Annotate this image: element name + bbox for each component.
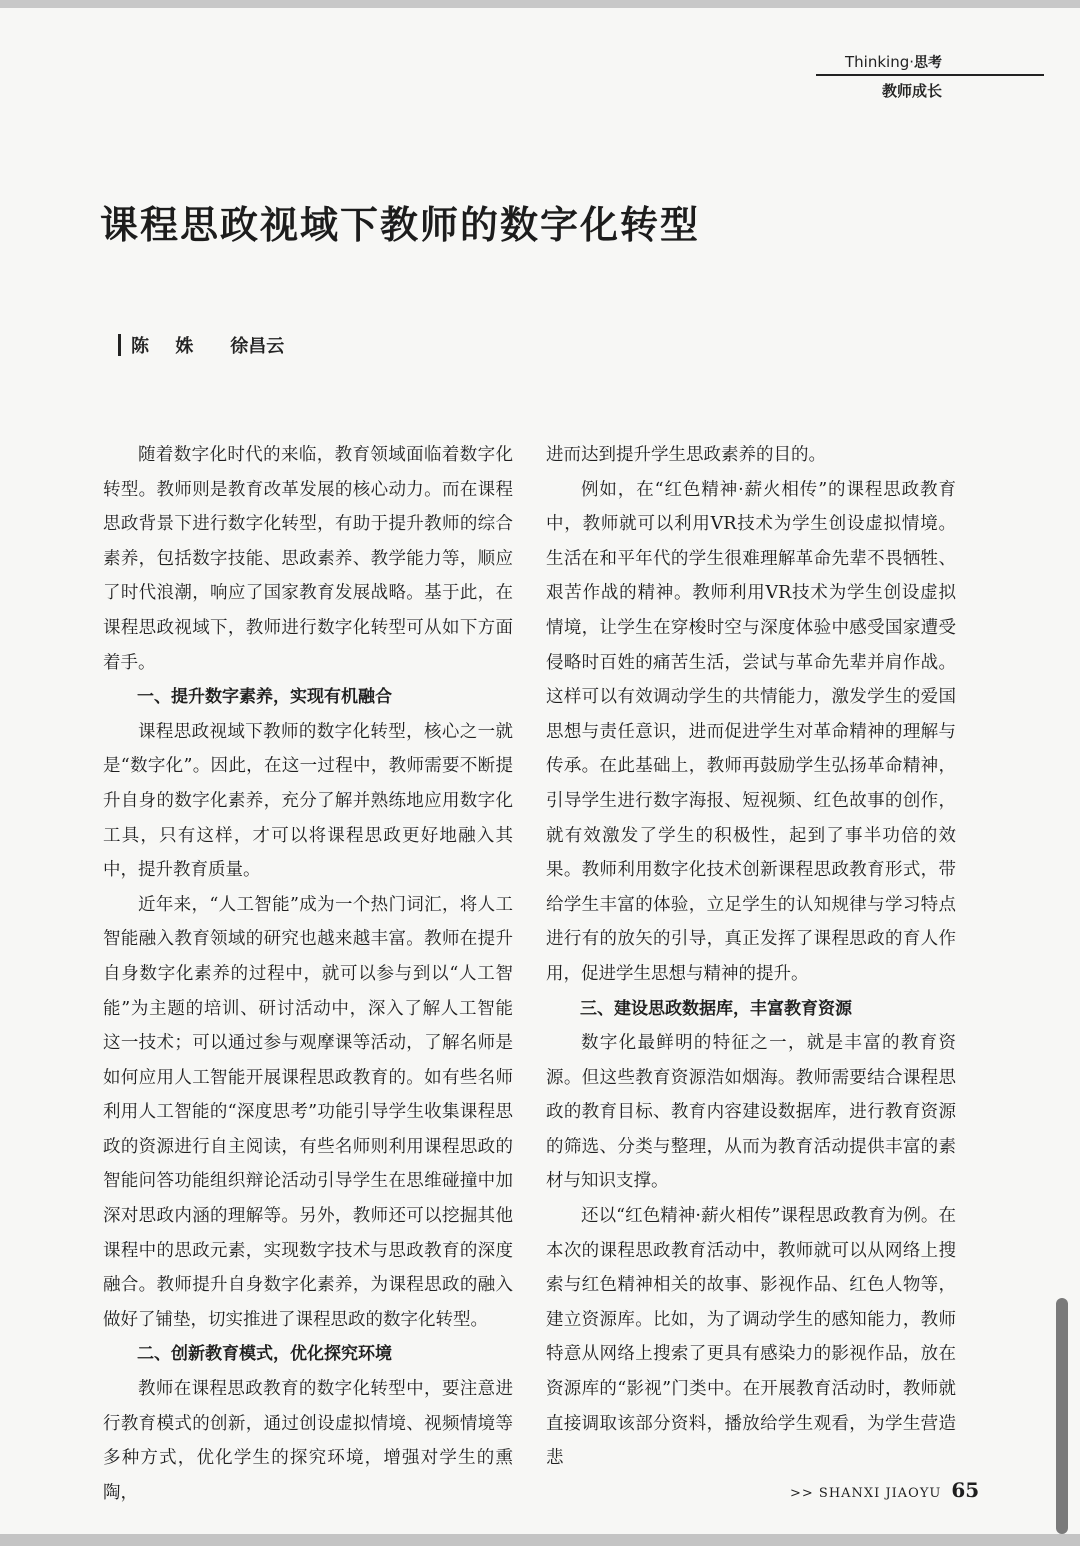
section-name — [845, 52, 942, 72]
paragraph: 随着数字化时代的来临，教育领域面临着数字化转型。教师则是教育改革发展的核心动力。而在课程思政背景下进行数字化转型，有助于提升教师的综合素养，包括数字技能、思政素养、教学能力等，顺应了时代浪潮，响应了国家教育发展战略。基于此，在课程思政视域下，教师进行数字化转型可从如下方面着手。 — [103, 445, 513, 673]
section-label — [845, 52, 942, 101]
page-footer — [790, 1478, 979, 1502]
top-band — [0, 0, 1080, 8]
left-column — [103, 438, 513, 1510]
section-heading-2: 二、创新教育模式，优化探究环境 — [137, 1344, 392, 1365]
section-name-cn: 思考 — [914, 55, 942, 71]
author-2: 徐昌云 — [230, 336, 285, 357]
paragraph: 进而达到提升学生思政素养的目的。 — [546, 445, 826, 465]
author-1: 陈 姝 — [131, 336, 195, 357]
subsection-name: 教师成长 — [881, 82, 942, 100]
author-bar — [118, 334, 121, 356]
paragraph: 数字化最鲜明的特征之一，就是丰富的教育资源。但这些教育资源浩如烟海。教师需要结合课程思政的教育目标、教育内容建设数据库，进行教育资源的筛选、分类与整理，从而为教育活动提供丰富的素材与知识支撑。 — [546, 1033, 956, 1192]
bottom-band — [0, 1534, 1080, 1546]
paragraph: 例如，在“红色精神·薪火相传”的课程思政教育中，教师就可以利用VR技术为学生创设虚拟情境。生活在和平年代的学生很难理解革命先辈不畏牺牲、艰苦作战的精神。教师利用VR技术为学生创设虚拟情境，让学生在穿梭时空与深度体验中感受国家遭受侵略时百姓的痛苦生活，尝试与革命先辈并肩作战。这样可以有效调动学生的共情能力，激发学生的爱国思想与责任意识，进而促进学生对革命精神的理解与传承。在此基础上，教师再鼓励学生弘扬革命精神，引导学生进行数字海报、短视频、红色故事的创作，就有效激发了学生的积极性，起到了事半功倍的效果。教师利用数字化技术创新课程思政教育形式，带给学生丰富的体验，立足学生的认知规律与学习特点进行有的放矢的引导，真正发挥了课程思政的育人作用，促进学生思想与精神的提升。 — [546, 479, 956, 984]
page-number: 65 — [951, 1478, 980, 1502]
journal-name: >> SHANXI JIAOYU — [790, 1486, 942, 1501]
right-column — [546, 438, 956, 1476]
section-rule — [816, 74, 1044, 76]
journal-page — [0, 8, 1080, 1534]
paragraph: 课程思政视域下教师的数字化转型，核心之一就是“数字化”。因此，在这一过程中，教师需要不断提升自身的数字化素养，充分了解并熟练地应用数字化工具，只有这样，才可以将课程思政更好地融入其中，提升教育质量。 — [103, 721, 513, 881]
scrollbar-thumb[interactable] — [1056, 1298, 1068, 1534]
author-line — [118, 332, 284, 358]
paragraph: 教师在课程思政教育的数字化转型中，要注意进行教育模式的创新，通过创设虚拟情境、视频情境等多种方式，优化学生的探究环境，增强对学生的熏陶， — [103, 1379, 513, 1503]
paragraph: 还以“红色精神·薪火相传”课程思政教育为例。在本次的课程思政教育活动中，教师就可以从网络上搜索与红色精神相关的故事、影视作品、红色人物等，建立资源库。比如，为了调动学生的感知能力，教师特意从网络上搜索了更具有感染力的影视作品，放在资源库的“影视”门类中。在开展教育活动时，教师就直接调取该部分资料，播放给学生观看，为学生营造悲 — [546, 1206, 956, 1469]
section-heading-1: 一、提升数字素养，实现有机融合 — [137, 687, 392, 708]
article-title: 课程思政视域下教师的数字化转型 — [100, 203, 701, 247]
section-heading-3: 三、建设思政数据库，丰富教育资源 — [580, 998, 852, 1019]
paragraph: 近年来，“人工智能”成为一个热门词汇，将人工智能融入教育领域的研究也越来越丰富。教师在提升自身数字化素养的过程中，就可以参与到以“人工智能”为主题的培训、研讨活动中，深入了解人工智能这一技术；可以通过参与观摩课等活动，了解名师是如何应用人工智能开展课程思政教育的。如有些名师利用人工智能的“深度思考”功能引导学生收集课程思政的资源进行自主阅读，有些名师则利用课程思政的智能问答功能组织辩论活动引导学生在思维碰撞中加深对思政内涵的理解等。另外，教师还可以挖掘其他课程中的思政元素，实现数字技术与思政教育的深度融合。教师提升自身数字化素养，为课程思政的融入做好了铺垫，切实推进了课程思政的数字化转型。 — [103, 894, 513, 1330]
section-name-en: Thinking· — [845, 53, 914, 71]
